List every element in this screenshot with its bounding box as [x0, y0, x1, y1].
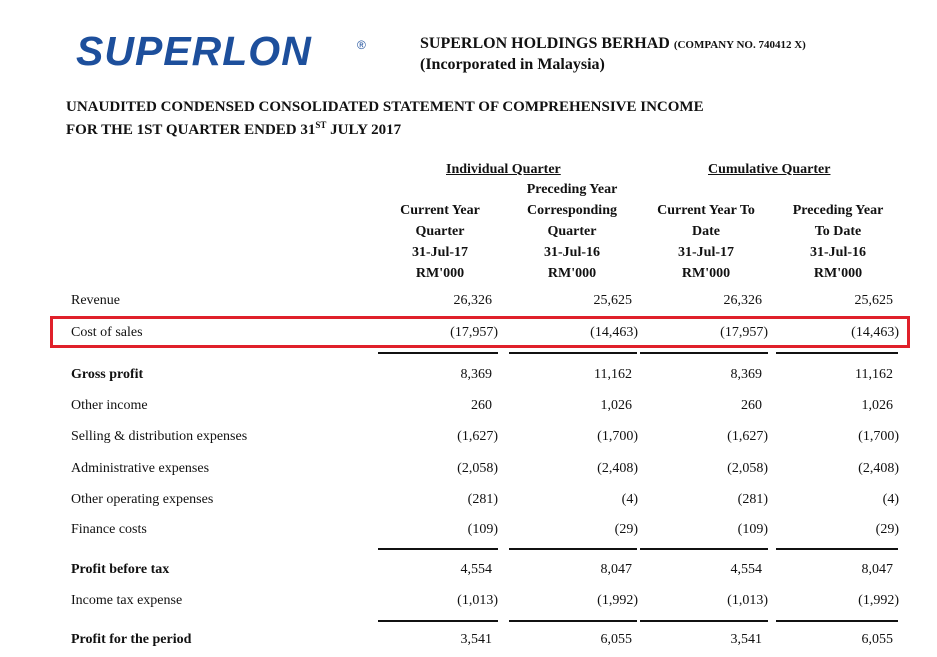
row-value: (2,058) — [457, 461, 498, 476]
table-row — [0, 593, 937, 613]
subtotal-rule — [640, 620, 768, 622]
row-value: 11,162 — [594, 367, 632, 382]
column-header-4 — [773, 200, 903, 284]
row-value: 8,369 — [460, 367, 492, 382]
table-row — [0, 398, 937, 418]
row-value: 8,047 — [600, 562, 632, 577]
row-value: (1,013) — [457, 593, 498, 608]
table-row — [0, 632, 937, 652]
row-value: (17,957) — [720, 325, 768, 340]
row-value: (4) — [621, 492, 638, 507]
statement-title — [66, 98, 704, 139]
column-header-line: Preceding Year — [526, 182, 618, 197]
row-value: (1,700) — [858, 429, 899, 444]
registered-mark: ® — [357, 38, 366, 52]
row-label: Income tax expense — [71, 593, 183, 608]
row-value: 3,541 — [460, 632, 492, 647]
column-header-line: Quarter — [547, 224, 597, 239]
subtotal-rule — [776, 352, 898, 354]
column-header-line: 31-Jul-16 — [810, 245, 866, 260]
row-value: (1,627) — [457, 429, 498, 444]
row-value: (281) — [737, 492, 768, 507]
table-row — [0, 461, 937, 481]
row-value: 8,369 — [730, 367, 762, 382]
row-label: Other income — [71, 398, 148, 413]
row-value: (29) — [875, 522, 899, 537]
row-value: 4,554 — [730, 562, 762, 577]
column-header-line: Quarter — [415, 224, 465, 239]
column-header-line: Current Year — [400, 203, 480, 218]
column-header-line: RM'000 — [813, 266, 863, 281]
row-label: Other operating expenses — [71, 492, 214, 507]
company-header — [420, 34, 806, 75]
row-value: (14,463) — [590, 325, 638, 340]
column-header-line: RM'000 — [547, 266, 597, 281]
row-label: Finance costs — [71, 522, 147, 537]
row-value: 11,162 — [855, 367, 893, 382]
row-value: 4,554 — [460, 562, 492, 577]
table-row — [0, 562, 937, 582]
row-label: Profit for the period — [71, 632, 192, 647]
subtotal-rule — [378, 620, 498, 622]
table-row — [0, 429, 937, 449]
row-value: (2,058) — [727, 461, 768, 476]
row-value: 260 — [471, 398, 492, 413]
table-row — [0, 522, 937, 542]
row-value: (109) — [467, 522, 498, 537]
subtotal-rule — [776, 620, 898, 622]
column-header-1 — [375, 200, 505, 284]
row-value: (1,013) — [727, 593, 768, 608]
row-value: 26,326 — [723, 293, 762, 308]
cumulative-quarter-heading: Cumulative Quarter — [708, 162, 831, 177]
row-value: 26,326 — [453, 293, 492, 308]
statement-title-line1: UNAUDITED CONDENSED CONSOLIDATED STATEMENT OF COMPREHENSIVE INCOME — [66, 99, 704, 115]
column-header-line: Current Year To — [657, 203, 755, 218]
row-value: 1,026 — [861, 398, 893, 413]
row-value: (1,627) — [727, 429, 768, 444]
column-header-line: To Date — [814, 224, 862, 239]
row-value: 1,026 — [600, 398, 632, 413]
column-header-3 — [641, 200, 771, 284]
subtotal-rule — [640, 548, 768, 550]
subtotal-rule — [509, 620, 637, 622]
superlon-logo: SUPERLON — [76, 28, 312, 74]
incorporated-note: (Incorporated in Malaysia) — [420, 56, 605, 73]
row-value: 260 — [741, 398, 762, 413]
subtotal-rule — [378, 352, 498, 354]
column-header-line: Preceding Year — [792, 203, 884, 218]
statement-title-line2: FOR THE 1ST QUARTER ENDED 31ST JULY 2017 — [66, 120, 402, 138]
column-header-line: Corresponding — [527, 203, 617, 218]
row-value: (2,408) — [597, 461, 638, 476]
row-value: 25,625 — [593, 293, 632, 308]
subtotal-rule — [509, 352, 637, 354]
column-header-line: 31-Jul-16 — [544, 245, 600, 260]
row-value: 25,625 — [854, 293, 893, 308]
cost-of-sales-highlight — [50, 316, 910, 348]
subtotal-rule — [509, 548, 637, 550]
row-value: (4) — [882, 492, 899, 507]
row-label: Selling & distribution expenses — [71, 429, 248, 444]
table-row — [0, 367, 937, 387]
subtotal-rule — [640, 352, 768, 354]
row-value: (2,408) — [858, 461, 899, 476]
column-header-line: 31-Jul-17 — [678, 245, 734, 260]
row-label: Revenue — [71, 293, 120, 308]
row-value: (14,463) — [851, 325, 899, 340]
row-label: Cost of sales — [71, 325, 143, 340]
row-label: Administrative expenses — [71, 461, 210, 476]
row-value: 6,055 — [861, 632, 893, 647]
table-row — [0, 293, 937, 313]
row-value: (17,957) — [450, 325, 498, 340]
row-value: 8,047 — [861, 562, 893, 577]
row-value: 3,541 — [730, 632, 762, 647]
row-value: (109) — [737, 522, 768, 537]
company-number: (COMPANY NO. 740412 X) — [673, 39, 806, 51]
company-name: SUPERLON HOLDINGS BERHAD — [420, 35, 670, 52]
column-header-line: RM'000 — [415, 266, 465, 281]
row-value: 6,055 — [600, 632, 632, 647]
row-value: (1,992) — [597, 593, 638, 608]
row-value: (1,992) — [858, 593, 899, 608]
row-value: (29) — [614, 522, 638, 537]
subtotal-rule — [776, 548, 898, 550]
row-label: Gross profit — [71, 367, 144, 382]
column-header-2 — [507, 179, 637, 284]
column-header-line: RM'000 — [681, 266, 731, 281]
column-header-line: 31-Jul-17 — [412, 245, 468, 260]
table-row — [0, 492, 937, 512]
subtotal-rule — [378, 548, 498, 550]
individual-quarter-heading: Individual Quarter — [446, 162, 561, 177]
row-label: Profit before tax — [71, 562, 170, 577]
column-header-line: Date — [692, 224, 720, 239]
row-value: (1,700) — [597, 429, 638, 444]
row-value: (281) — [467, 492, 498, 507]
